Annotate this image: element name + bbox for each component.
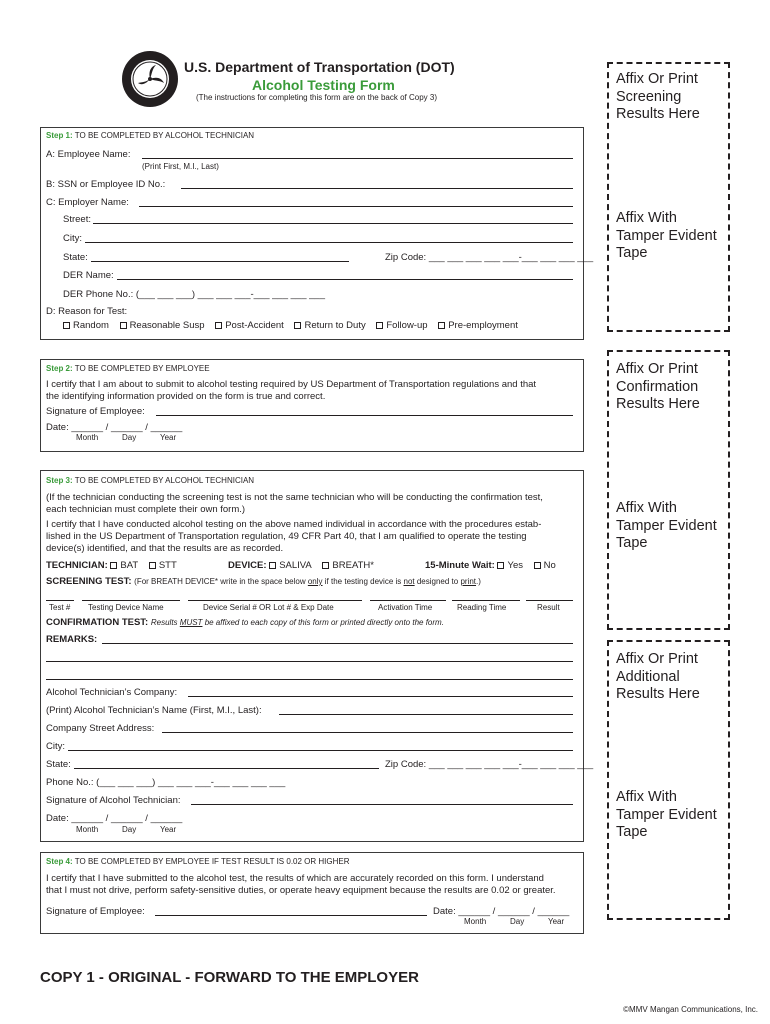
confirmation-tape-text: Affix With Tamper Evident Tape [616, 500, 717, 551]
reason-follow-up[interactable]: Follow-up [376, 320, 427, 331]
step3-label: Step 3: [46, 476, 73, 485]
technician-state-field[interactable] [74, 768, 379, 769]
technician-stt[interactable]: STT [149, 560, 177, 571]
checkbox-icon [497, 562, 504, 569]
col-device-name: Testing Device Name [88, 603, 164, 612]
confirmation-print-text: Affix Or Print Confirmation Results Here [616, 361, 700, 412]
copy-designation: COPY 1 - ORIGINAL - FORWARD TO THE EMPLOYER [40, 969, 419, 986]
employer-name-label: C: Employer Name: [46, 197, 129, 208]
checkbox-icon [438, 322, 445, 329]
zip-field[interactable]: Zip Code: ___ ___ ___ ___ ___-___ ___ ___ ___ [385, 252, 594, 263]
remarks-label: REMARKS: [46, 634, 98, 645]
checkbox-icon [376, 322, 383, 329]
checkbox-icon [215, 322, 222, 329]
checkbox-icon [120, 322, 127, 329]
step3-day-label: Day [122, 825, 137, 834]
step4-certification: I certify that I have submitted to the alcohol test, the results of which are accurately recorded on this form. I understand that I must not drive, perform safety-sensitive duties, or operate heavy equipment because the results are 0.02 or greater. [46, 873, 556, 896]
wait-yes[interactable]: Yes [497, 560, 523, 571]
step4-heading: TO BE COMPLETED BY EMPLOYEE IF TEST RESULT IS 0.02 OR HIGHER [74, 857, 350, 866]
remarks-line-1[interactable] [102, 643, 573, 644]
technician-company-field[interactable] [188, 696, 573, 697]
step4-year-label: Year [548, 917, 565, 926]
wait-row: 15-Minute Wait: Yes No [425, 560, 556, 571]
reason-random[interactable]: Random [63, 320, 109, 331]
reason-reasonable-susp[interactable]: Reasonable Susp [120, 320, 205, 331]
additional-tape-text: Affix With Tamper Evident Tape [616, 789, 717, 840]
technician-company-label: Alcohol Technician’s Company: [46, 687, 178, 698]
serial-field[interactable] [188, 600, 362, 601]
step2-certification: I certify that I am about to submit to alcohol testing required by US Department of Transportation regulations and that the identifying information provided on the form is true and correct. [46, 379, 537, 402]
step4-signature-label: Signature of Employee: [46, 906, 145, 917]
employee-name-field[interactable] [142, 158, 573, 159]
checkbox-icon [294, 322, 301, 329]
reading-time-field[interactable] [452, 600, 520, 601]
device-breath[interactable]: BREATH* [322, 560, 374, 571]
employee-name-label: A: Employee Name: [46, 149, 131, 160]
step2-label: Step 2: [46, 364, 73, 373]
technician-state-label: State: [46, 759, 71, 770]
activation-time-field[interactable] [370, 600, 446, 601]
der-name-label: DER Name: [63, 270, 114, 281]
technician-bat[interactable]: BAT [110, 560, 138, 571]
reason-return-to-duty[interactable]: Return to Duty [294, 320, 365, 331]
additional-print-text: Affix Or Print Additional Results Here [616, 651, 700, 702]
step1-label: Step 1: [46, 131, 73, 140]
technician-row: TECHNICIAN: BAT STT [46, 560, 177, 571]
step4-day-label: Day [510, 917, 525, 926]
street-label: Street: [63, 214, 91, 225]
checkbox-icon [269, 562, 276, 569]
step2-heading: TO BE COMPLETED BY EMPLOYEE [74, 364, 210, 373]
step2-date-field[interactable]: Date: ______ / ______ / ______ [46, 422, 183, 433]
step4-label: Step 4: [46, 857, 73, 866]
confirmation-test-row: CONFIRMATION TEST: Results MUST be affixed to each copy of this form or printed directly onto the form. [46, 617, 444, 628]
screening-test-row: SCREENING TEST: (For BREATH DEVICE* write in the space below only if the testing device is not designed to print.) [46, 576, 481, 587]
step4-date-field[interactable]: Date: ______ / ______ / ______ [433, 906, 570, 917]
checkbox-icon [322, 562, 329, 569]
copyright: ©MMV Mangan Communications, Inc. [623, 1005, 758, 1014]
checkbox-icon [110, 562, 117, 569]
col-test-number: Test # [49, 603, 71, 612]
step3-year-label: Year [160, 825, 177, 834]
wait-no[interactable]: No [534, 560, 556, 571]
device-saliva[interactable]: SALIVA [269, 560, 312, 571]
reason-post-accident[interactable]: Post-Accident [215, 320, 284, 331]
step3-date-field[interactable]: Date: ______ / ______ / ______ [46, 813, 183, 824]
device-row: DEVICE: SALIVA BREATH* [228, 560, 374, 571]
company-street-label: Company Street Address: [46, 723, 155, 734]
step2-header [46, 364, 210, 374]
street-field[interactable] [93, 223, 573, 224]
technician-zip-field[interactable]: Zip Code: ___ ___ ___ ___ ___-___ ___ ___ ___ [385, 759, 594, 770]
remarks-line-3[interactable] [46, 679, 573, 680]
der-name-field[interactable] [117, 279, 573, 280]
step2-month-label: Month [76, 433, 99, 442]
test-number-field[interactable] [46, 600, 74, 601]
city-label: City: [63, 233, 82, 244]
col-activation-time: Activation Time [378, 603, 433, 612]
remarks-line-2[interactable] [46, 661, 573, 662]
technician-phone-field[interactable]: Phone No.: (___ ___ ___) ___ ___ ___-___ ___ ___ ___ [46, 777, 286, 788]
device-name-field[interactable] [82, 600, 180, 601]
technician-name-field[interactable] [279, 714, 573, 715]
step3-note: (If the technician conducting the screening test is not the same technician who will be conducting the confirmation test, each technician must complete their own form.) [46, 492, 543, 515]
technician-name-label: (Print) Alcohol Technician’s Name (First, M.I., Last): [46, 705, 262, 716]
screening-print-text: Affix Or Print Screening Results Here [616, 71, 700, 122]
col-serial: Device Serial # OR Lot # & Exp Date [203, 603, 334, 612]
state-field[interactable] [91, 261, 349, 262]
step2-year-label: Year [160, 433, 177, 442]
col-result: Result [537, 603, 560, 612]
der-phone-field[interactable]: DER Phone No.: (___ ___ ___) ___ ___ ___-___ ___ ___ ___ [63, 289, 325, 300]
step2-day-label: Day [122, 433, 137, 442]
technician-signature-label: Signature of Alcohol Technician: [46, 795, 181, 806]
instructions-note: (The instructions for completing this form are on the back of Copy 3) [196, 93, 437, 102]
step3-certification: I certify that I have conducted alcohol testing on the above named individual in accordance with the procedures estab- lished in the US Department of Transportation regulation, 49 CFR Part 40, that I am qualified to operate the testing device(s) identified, and that the results are as recorded. [46, 519, 542, 554]
step1-heading: TO BE COMPLETED BY ALCOHOL TECHNICIAN [74, 131, 255, 140]
employee-name-hint: (Print First, M.I., Last) [142, 162, 219, 171]
result-field[interactable] [526, 600, 573, 601]
company-street-field[interactable] [162, 732, 573, 733]
dot-seal-logo [121, 50, 179, 108]
reason-options [63, 320, 526, 331]
ssn-field[interactable] [181, 188, 573, 189]
technician-city-field[interactable] [68, 750, 573, 751]
state-label: State: [63, 252, 88, 263]
col-reading-time: Reading Time [457, 603, 507, 612]
checkbox-icon [149, 562, 156, 569]
step3-month-label: Month [76, 825, 99, 834]
step1-header [46, 131, 254, 141]
reason-pre-employment[interactable]: Pre-employment [438, 320, 518, 331]
checkbox-icon [63, 322, 70, 329]
step3-heading: TO BE COMPLETED BY ALCOHOL TECHNICIAN [74, 476, 255, 485]
reason-label: D: Reason for Test: [46, 306, 128, 317]
checkbox-icon [534, 562, 541, 569]
city-field[interactable] [85, 242, 573, 243]
step4-header [46, 857, 350, 867]
employee-signature-field[interactable] [156, 415, 573, 416]
form-title: U.S. Department of Transportation (DOT) [184, 59, 455, 75]
step4-month-label: Month [464, 917, 487, 926]
employee-signature-label: Signature of Employee: [46, 406, 145, 417]
technician-signature-field[interactable] [191, 804, 573, 805]
step3-header [46, 476, 254, 486]
technician-city-label: City: [46, 741, 65, 752]
step4-signature-field[interactable] [155, 915, 427, 916]
form-subtitle: Alcohol Testing Form [252, 77, 395, 93]
screening-tape-text: Affix With Tamper Evident Tape [616, 210, 717, 261]
ssn-label: B: SSN or Employee ID No.: [46, 179, 166, 190]
employer-name-field[interactable] [139, 206, 573, 207]
